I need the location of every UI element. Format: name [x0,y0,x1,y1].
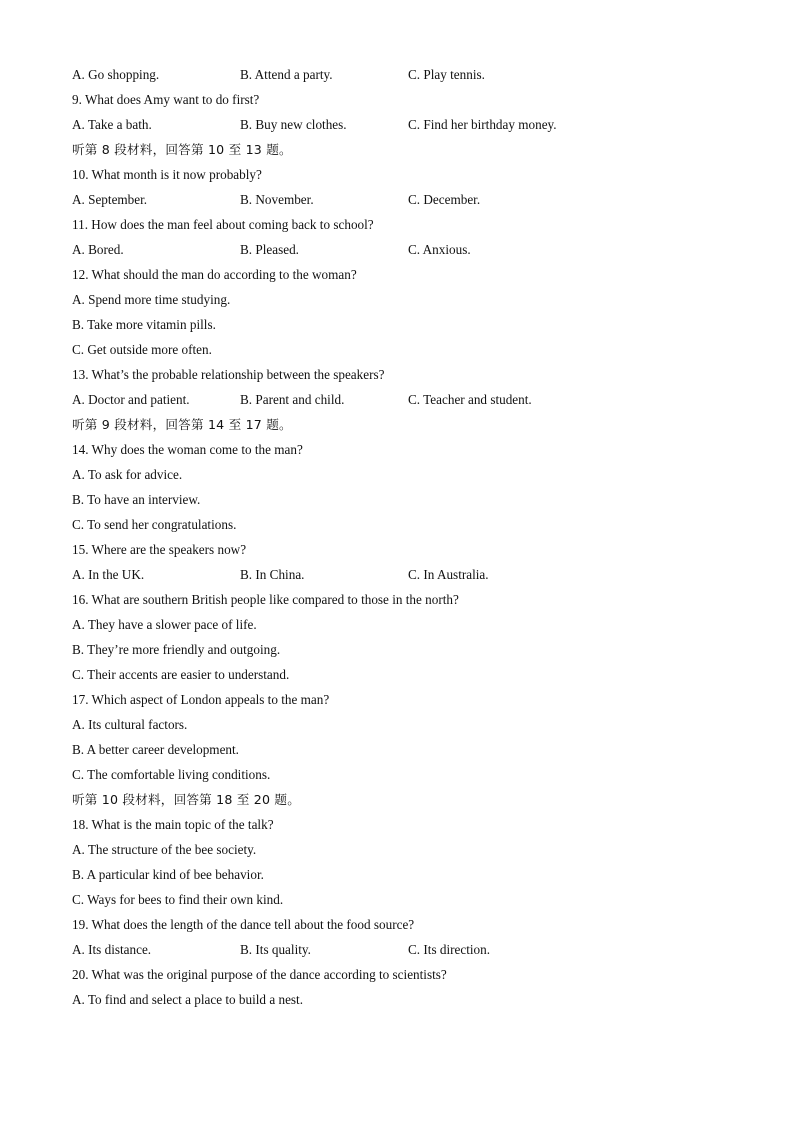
options-row [72,62,732,87]
option-text: C. Ways for bees to find their own kind. [72,892,284,907]
option-a: A. September. [72,192,148,207]
options-row [72,937,732,962]
option-b: B. Buy new clothes. [240,117,347,132]
question-text: 14. Why does the woman come to the man? [72,442,303,457]
option-text: A. The structure of the bee society. [72,842,257,857]
question-text: 20. What was the original purpose of the dance according to scientists? [72,967,447,982]
option-text: C. To send her congratulations. [72,517,237,532]
options-row [72,237,732,262]
question-text: 12. What should the man do according to the woman? [72,267,357,282]
option-c: C. Teacher and student. [408,392,532,407]
options-row [72,112,732,137]
option-b: B. Attend a party. [240,67,333,82]
option-b: B. Its quality. [240,942,311,957]
options-row [72,187,732,212]
option-c: C. Anxious. [408,242,471,257]
options-row [72,387,732,412]
option-text: A. Spend more time studying. [72,292,231,307]
option-c: C. Play tennis. [408,67,485,82]
question-text: 15. Where are the speakers now? [72,542,247,557]
question-text: 13. What’s the probable relationship between the speakers? [72,367,385,382]
option-c: C. Find her birthday money. [408,117,557,132]
option-c: C. Its direction. [408,942,491,957]
section-heading: 听第 9 段材料，回答第 14 至 17 题。 [72,417,292,432]
option-text: B. A better career development. [72,742,239,757]
option-a: A. In the UK. [72,567,145,582]
exam-page [72,62,732,1012]
option-a: A. Go shopping. [72,67,160,82]
option-text: A. To ask for advice. [72,467,183,482]
question-text: 16. What are southern British people like compared to those in the north? [72,592,459,607]
option-text: B. Take more vitamin pills. [72,317,216,332]
question-text: 11. How does the man feel about coming back to school? [72,217,374,232]
option-text: B. To have an interview. [72,492,201,507]
question-text: 19. What does the length of the dance tell about the food source? [72,917,415,932]
option-a: A. Take a bath. [72,117,152,132]
section-heading: 听第 8 段材料，回答第 10 至 13 题。 [72,142,292,157]
option-text: C. The comfortable living conditions. [72,767,271,782]
option-text: B. A particular kind of bee behavior. [72,867,264,882]
question-text: 10. What month is it now probably? [72,167,262,182]
option-b: B. In China. [240,567,305,582]
options-row [72,562,732,587]
option-a: A. Its distance. [72,942,152,957]
section-heading: 听第 10 段材料，回答第 18 至 20 题。 [72,792,301,807]
option-text: B. They’re more friendly and outgoing. [72,642,281,657]
option-a: A. Bored. [72,242,124,257]
option-a: A. Doctor and patient. [72,392,190,407]
option-text: A. They have a slower pace of life. [72,617,257,632]
option-text: A. To find and select a place to build a nest. [72,992,304,1007]
question-text: 18. What is the main topic of the talk? [72,817,274,832]
option-c: C. December. [408,192,481,207]
question-text: 17. Which aspect of London appeals to the man? [72,692,330,707]
option-c: C. In Australia. [408,567,489,582]
option-b: B. Parent and child. [240,392,345,407]
option-text: C. Get outside more often. [72,342,212,357]
option-text: C. Their accents are easier to understand. [72,667,290,682]
option-text: A. Its cultural factors. [72,717,188,732]
option-b: B. Pleased. [240,242,299,257]
option-b: B. November. [240,192,314,207]
question-text: 9. What does Amy want to do first? [72,92,260,107]
